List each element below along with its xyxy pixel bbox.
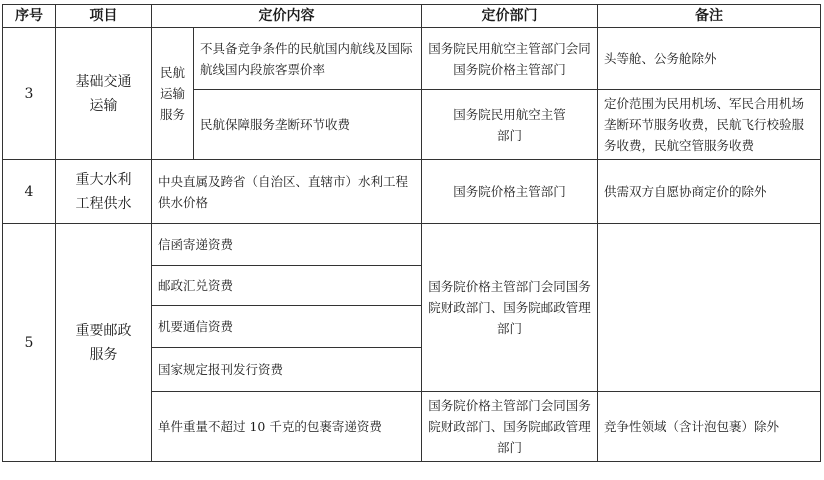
row-note: 头等舱、公务舱除外: [598, 28, 821, 90]
row-seq: 5: [3, 224, 56, 462]
row-dept: 国务院民用航空主管部门会同国务院价格主管部门: [422, 28, 598, 90]
row-content: 中央直属及跨省（自治区、直辖市）水利工程供水价格: [152, 160, 422, 224]
row-dept: 国务院价格主管部门会同国务院财政部门、国务院邮政管理部门: [422, 392, 598, 462]
row-content: 邮政汇兑资费: [152, 266, 422, 306]
row-item: 重要邮政服务: [56, 224, 152, 462]
header-note: 备注: [598, 5, 821, 28]
header-item: 项目: [56, 5, 152, 28]
row-seq: 3: [3, 28, 56, 160]
row-note: 竞争性领域（含计泡包裹）除外: [598, 392, 821, 462]
header-content: 定价内容: [152, 5, 422, 28]
row-content: 国家规定报刊发行资费: [152, 348, 422, 392]
table-row: [3, 224, 821, 266]
header-seq: 序号: [3, 5, 56, 28]
header-row: [3, 5, 821, 28]
row-sub-category: 民航运输服务: [152, 28, 194, 160]
row-seq: 4: [3, 160, 56, 224]
row-dept: 国务院价格主管部门会同国务院财政部门、国务院邮政管理部门: [422, 224, 598, 392]
row-item: 重大水利工程供水: [56, 160, 152, 224]
row-content: 民航保障服务垄断环节收费: [194, 90, 422, 160]
header-dept: 定价部门: [422, 5, 598, 28]
table-row: [3, 28, 821, 90]
row-content: 信函寄递资费: [152, 224, 422, 266]
row-dept: 国务院价格主管部门: [422, 160, 598, 224]
row-content: 单件重量不超过 10 千克的包裹寄递资费: [152, 392, 422, 462]
row-item: 基础交通运输: [56, 28, 152, 160]
row-dept: 国务院民用航空主管部门: [422, 90, 598, 160]
row-note: 供需双方自愿协商定价的除外: [598, 160, 821, 224]
row-note: 定价范围为民用机场、军民合用机场垄断环节服务收费，民航飞行校验服务收费，民航空管服务收费: [598, 90, 821, 160]
table-row: [3, 160, 821, 224]
row-content: 机要通信资费: [152, 306, 422, 348]
row-note: [598, 224, 821, 392]
row-content: 不具备竞争条件的民航国内航线及国际航线国内段旅客票价率: [194, 28, 422, 90]
pricing-table: [2, 4, 821, 462]
